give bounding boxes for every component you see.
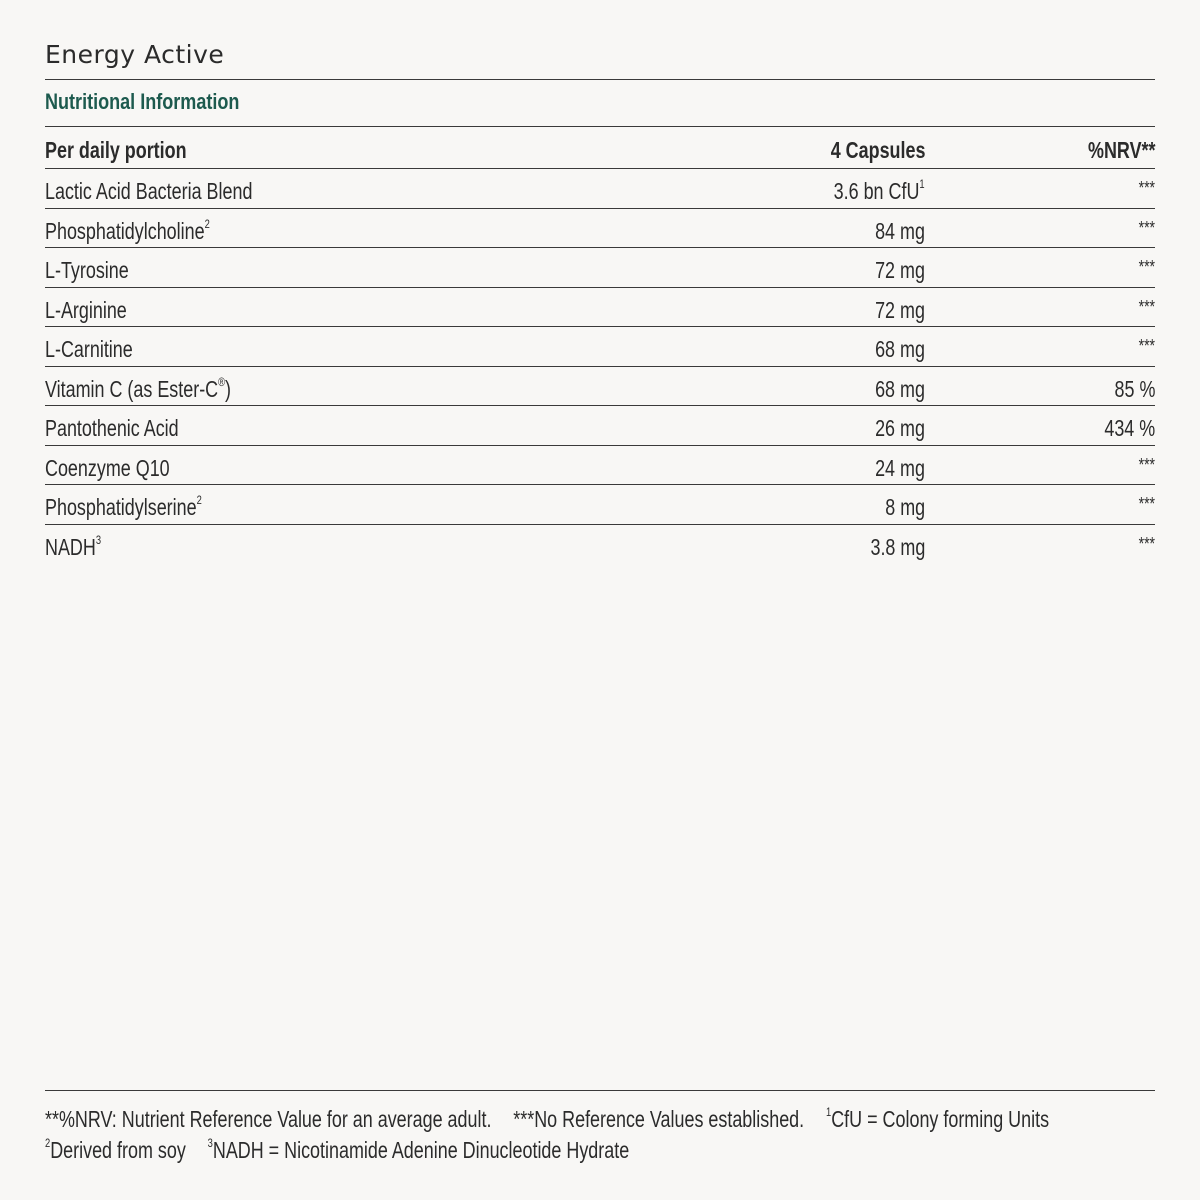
nutrient-nrv-text: *** — [1138, 454, 1155, 475]
nutrient-nrv-text: *** — [1138, 257, 1155, 277]
table-row — [45, 288, 1155, 328]
nutrient-amount-text: 72 mg — [875, 296, 925, 323]
nutrient-amount — [875, 296, 925, 324]
nutrient-amount-text: 3.8 mg — [870, 533, 925, 560]
nutrient-nrv-text: *** — [1138, 336, 1155, 356]
table-header-row — [45, 127, 1155, 169]
table-row — [45, 209, 1155, 249]
nutrient-amount-text: 68 mg — [875, 375, 925, 402]
footnote-line-1 — [45, 1104, 1098, 1135]
no-reference-footnote: ***No Reference Values established. — [513, 1106, 805, 1132]
table-row — [45, 327, 1155, 367]
nutrient-amount — [875, 256, 925, 284]
nutrient-name-text: Pantothenic Acid — [45, 415, 179, 441]
nutrient-nrv-text: *** — [1138, 494, 1155, 514]
nutrient-nrv — [1139, 177, 1155, 207]
header-amount-label: 4 Capsules — [830, 137, 925, 163]
nutrient-name-superscript: 2 — [204, 216, 210, 231]
table-row — [45, 248, 1155, 288]
nutrient-name — [45, 256, 129, 284]
nutrient-amount-text: 8 mg — [885, 494, 925, 520]
nutrient-name-text: Lactic Acid Bacteria Blend — [45, 178, 253, 204]
table-row — [45, 485, 1155, 525]
nutrient-name — [45, 414, 179, 442]
cfu-footnote-marker: 1 — [825, 1105, 832, 1120]
nadh-footnote-marker: 3 — [207, 1136, 213, 1151]
nutrient-amount-text: 84 mg — [875, 217, 925, 244]
nadh-footnote: NADH = Nicotinamide Adenine Dinucleotide Hydrate — [212, 1137, 630, 1163]
nutrient-nrv — [1139, 256, 1155, 286]
nutrient-name-suffix: ) — [225, 375, 232, 402]
nutrient-amount — [870, 533, 925, 561]
nutrient-name-text: L-Carnitine — [45, 336, 133, 362]
nutrient-nrv — [1139, 335, 1155, 365]
soy-footnote: Derived from soy — [50, 1137, 186, 1163]
nutrient-amount-text: 26 mg — [875, 415, 925, 441]
nutrient-name-text: L-Arginine — [45, 296, 127, 323]
footnote-divider — [45, 1090, 1155, 1091]
footnote-line-2 — [45, 1135, 1098, 1166]
nutrient-amount — [875, 335, 925, 363]
nutrient-nrv-text: *** — [1138, 178, 1155, 198]
table-row — [45, 446, 1155, 486]
nutrient-name — [45, 335, 133, 363]
nutrient-name-text: NADH — [45, 533, 96, 560]
nutrient-amount-text: 68 mg — [875, 336, 925, 362]
nutrient-name-text: Phosphatidylserine — [45, 494, 197, 520]
nutrient-nrv — [1114, 375, 1155, 403]
soy-footnote-marker: 2 — [45, 1136, 51, 1151]
table-row — [45, 406, 1155, 446]
nutrient-amount-text: 3.6 bn CfU — [834, 178, 920, 204]
nutrition-panel — [45, 0, 1155, 1200]
nutrient-nrv — [1139, 454, 1155, 484]
nutrient-amount — [875, 217, 925, 245]
nutrient-name-text: Phosphatidylcholine — [45, 217, 205, 244]
nutrient-name-text: L-Tyrosine — [45, 257, 129, 283]
header-nrv-label: %NRV** — [1087, 137, 1155, 163]
nutrient-name-text: Coenzyme Q10 — [45, 454, 170, 481]
header-portion-label: Per daily portion — [45, 137, 187, 163]
nutrient-amount — [875, 375, 925, 403]
nrv-footnote: **%NRV: Nutrient Reference Value for an average adult. — [45, 1106, 492, 1132]
table-body — [45, 169, 1155, 564]
table-row — [45, 169, 1155, 209]
nutrient-nrv-text: 85 % — [1114, 375, 1155, 402]
nutrient-amount-text: 72 mg — [875, 257, 925, 283]
nutrient-nrv-text: *** — [1138, 533, 1155, 554]
nutrient-name — [45, 375, 231, 403]
nutrition-table — [45, 127, 1155, 564]
nutrient-name — [45, 296, 127, 324]
nutrient-nrv — [1104, 414, 1155, 442]
nutrient-nrv — [1139, 493, 1155, 523]
nutrient-amount — [834, 177, 925, 205]
nutrient-name-superscript: 2 — [196, 493, 202, 508]
nutrient-amount-superscript: 1 — [919, 177, 925, 192]
nutrient-nrv-text: *** — [1138, 296, 1155, 317]
nutrient-name-superscript: ® — [218, 374, 226, 389]
nutrient-name-text: Vitamin C (as Ester-C — [45, 375, 219, 402]
nutrient-amount-text: 24 mg — [875, 454, 925, 481]
nutrient-amount — [875, 414, 925, 442]
nutrient-nrv-text: 434 % — [1104, 415, 1155, 441]
nutrient-name — [45, 533, 101, 561]
table-row — [45, 525, 1155, 565]
nutrient-amount — [885, 493, 925, 521]
nutrient-nrv-text: *** — [1138, 217, 1155, 238]
cfu-footnote: CfU = Colony forming Units — [831, 1106, 1050, 1132]
nutrient-amount — [875, 454, 925, 482]
nutrient-name-superscript: 3 — [95, 532, 102, 547]
product-title: Energy Active — [45, 40, 225, 69]
nutrient-name — [45, 217, 210, 245]
section-title: Nutritional Information — [45, 89, 240, 114]
footnotes — [45, 1104, 1098, 1166]
nutrient-nrv — [1139, 296, 1155, 326]
table-row — [45, 367, 1155, 407]
nutrient-nrv — [1139, 533, 1155, 563]
nutrient-name — [45, 177, 252, 205]
nutrient-name — [45, 454, 170, 482]
nutrient-name — [45, 493, 202, 521]
nutrient-nrv — [1139, 217, 1155, 247]
title-divider — [45, 79, 1155, 80]
